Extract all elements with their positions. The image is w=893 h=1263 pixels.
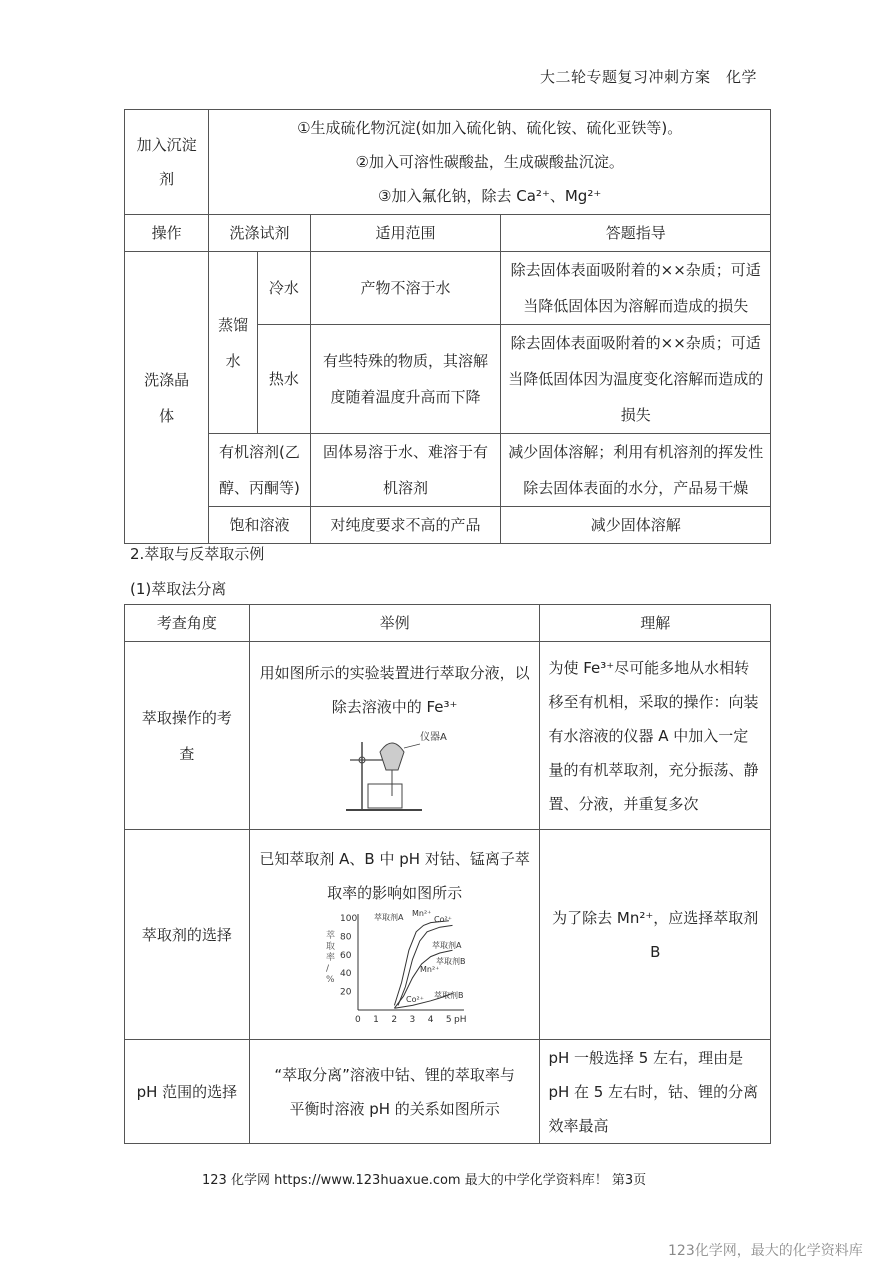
- y-tick-label: 80: [339, 931, 352, 942]
- guide-cell: 减少固体溶解: [501, 507, 771, 544]
- understand-cell: pH 一般选择 5 左右，理由是 pH 在 5 左右时，钴、锂的分离效率最高: [540, 1040, 771, 1144]
- annotation-label: 萃取剂A: [431, 940, 462, 950]
- header-cell: 理解: [540, 605, 771, 642]
- annotation-label: 萃取剂B: [433, 990, 464, 1000]
- x-tick-label: 3: [409, 1014, 415, 1025]
- x-tick-label: 1: [372, 1014, 379, 1025]
- y-axis-label-char: %: [325, 974, 335, 985]
- x-tick-label: 0: [354, 1014, 361, 1025]
- reagent-cell: 有机溶剂(乙醇、丙酮等): [209, 434, 310, 507]
- distilled-water: 蒸馏水: [209, 252, 258, 434]
- separatory-funnel-figure: [340, 724, 450, 816]
- example-text: 用如图所示的实验装置进行萃取分液，以除去溶液中的 Fe³⁺: [259, 663, 530, 716]
- example-cell: “萃取分离”溶液中钴、锂的萃取率与平衡时溶液 pH 的关系如图所示: [249, 1040, 540, 1144]
- precip-items: [209, 110, 771, 215]
- y-tick-label: 40: [339, 968, 352, 979]
- reagent-cell: 饱和溶液: [209, 507, 310, 544]
- y-axis-label-char: 萃: [325, 930, 335, 941]
- subsection-title: (1)萃取法分离: [130, 580, 227, 598]
- apparatus-label: 仪器A: [419, 731, 447, 743]
- scope-cell: 有些特殊的物质，其溶解度随着温度升高而下降: [310, 325, 501, 434]
- precip-item: ②加入可溶性碳酸盐，生成碳酸盐沉淀。: [355, 153, 624, 171]
- example-text: 已知萃取剂 A、B 中 pH 对钴、锰离子萃取率的影响如图所示: [259, 849, 530, 902]
- y-tick-label: 20: [339, 987, 352, 998]
- annotation-label: Co²⁺: [433, 914, 452, 924]
- annotation-label: Mn²⁺: [419, 964, 440, 974]
- reagent-cell: 热水: [258, 325, 311, 434]
- y-axis-label-char: /: [325, 963, 329, 974]
- header-cell: 操作: [125, 215, 209, 252]
- x-tick-label: 5: [445, 1014, 452, 1025]
- guide-cell: 减少固体溶解；利用有机溶剂的挥发性除去固体表面的水分，产品易干燥: [501, 434, 771, 507]
- header-cell: 适用范围: [310, 215, 501, 252]
- y-axis-label-char: 取: [325, 941, 335, 952]
- guide-cell: 除去固体表面吸附着的××杂质；可适当降低固体因为溶解而造成的损失: [501, 252, 771, 325]
- page-footer: 123 化学网 https://www.123huaxue.com 最大的中学化学资料库！ 第3页: [202, 1173, 647, 1188]
- header-cell: 答题指导: [501, 215, 771, 252]
- page-header: 大二轮专题复习冲刺方案 化学: [540, 68, 758, 86]
- annotation-label: 萃取剂B: [435, 956, 466, 966]
- example-cell: [249, 830, 540, 1040]
- precip-item: ③加入氟化钠，除去 Ca²⁺、Mg²⁺: [378, 187, 602, 205]
- wash-label: 洗涤晶体: [125, 252, 209, 544]
- y-axis-label-char: 率: [325, 952, 335, 963]
- angle-cell: pH 范围的选择: [125, 1040, 250, 1144]
- angle-cell: 萃取剂的选择: [125, 830, 250, 1040]
- annotation-label: Co²⁺: [405, 994, 424, 1004]
- header-cell: 考查角度: [125, 605, 250, 642]
- x-tick-label: 4: [427, 1014, 434, 1025]
- header-cell: 举例: [249, 605, 540, 642]
- precip-item: ①生成硫化物沉淀(如加入硫化钠、硫化铵、硫化亚铁等)。: [297, 119, 683, 137]
- annotation-label: Mn²⁺: [411, 909, 432, 918]
- annotation-label: 萃取剂A: [373, 912, 404, 922]
- y-tick-label: 100: [339, 913, 357, 924]
- reagent-cell: 冷水: [258, 252, 311, 325]
- watermark: 123化学网，最大的化学资料库: [668, 1243, 863, 1259]
- washing-table: [124, 109, 771, 544]
- angle-cell: 萃取操作的考查: [125, 642, 250, 830]
- guide-cell: 除去固体表面吸附着的××杂质；可适当降低固体因为温度变化溶解而造成的损失: [501, 325, 771, 434]
- section-title: 2.萃取与反萃取示例: [130, 545, 265, 563]
- y-tick-label: 60: [339, 950, 352, 961]
- x-axis-label: pH: [453, 1014, 467, 1025]
- extraction-rate-chart: [320, 910, 470, 1028]
- header-cell: 洗涤试剂: [209, 215, 310, 252]
- extraction-table: [124, 604, 771, 1144]
- understand-cell: 为了除去 Mn²⁺，应选择萃取剂 B: [540, 830, 771, 1040]
- x-tick-label: 2: [390, 1014, 397, 1025]
- understand-cell: 为使 Fe³⁺尽可能多地从水相转移至有机相，采取的操作：向装有水溶液的仪器 A 中加入一定量的有机萃取剂，充分振荡、静置、分液，并重复多次: [540, 642, 771, 830]
- scope-cell: 对纯度要求不高的产品: [310, 507, 501, 544]
- scope-cell: 固体易溶于水、难溶于有机溶剂: [310, 434, 501, 507]
- precip-label: 加入沉淀剂: [125, 110, 209, 215]
- example-cell: [249, 642, 540, 830]
- scope-cell: 产物不溶于水: [310, 252, 501, 325]
